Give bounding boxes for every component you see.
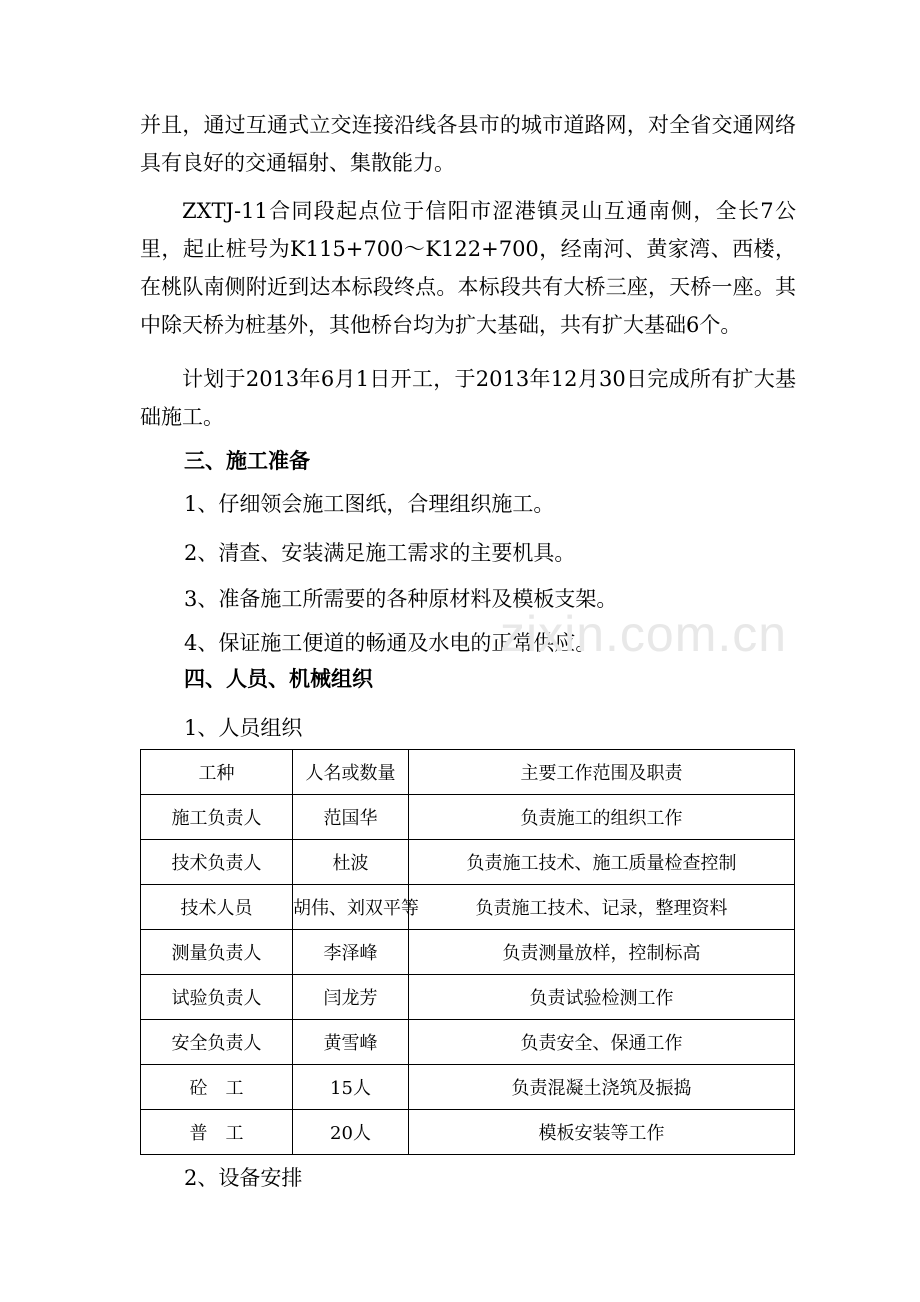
header-cell-duty: 主要工作范围及职责	[409, 750, 795, 795]
table-cell: 15人	[293, 1065, 409, 1110]
table-row	[141, 885, 795, 930]
paragraph-road-network: 并且，通过互通式立交连接沿线各县市的城市道路网，对全省交通网络具有良好的交通辐射、集散能力。	[140, 113, 796, 175]
table-header-row	[141, 750, 795, 795]
prep-item-4: 4、保证施工便道的畅通及水电的正常供应。	[184, 631, 597, 655]
table-cell: 负责施工的组织工作	[409, 795, 795, 840]
table-cell: 试验负责人	[141, 975, 293, 1020]
header-cell-trade: 工种	[141, 750, 293, 795]
table-row	[141, 1065, 795, 1110]
table-cell: 李泽峰	[293, 930, 409, 975]
table-row	[141, 1110, 795, 1155]
table-cell: 负责施工技术、施工质量检查控制	[409, 840, 795, 885]
header-cell-name: 人名或数量	[293, 750, 409, 795]
table-cell: 负责混凝土浇筑及振捣	[409, 1065, 795, 1110]
table-cell: 负责试验检测工作	[409, 975, 795, 1020]
table-cell: 范国华	[293, 795, 409, 840]
table-cell: 普 工	[141, 1110, 293, 1155]
table-cell: 砼 工	[141, 1065, 293, 1110]
watermark: zixin.com.cn	[500, 606, 788, 662]
table-cell: 施工负责人	[141, 795, 293, 840]
table-cell: 杜波	[293, 840, 409, 885]
table-cell: 负责施工技术、记录，整理资料	[409, 885, 795, 930]
table-cell: 负责安全、保通工作	[409, 1020, 795, 1065]
section-heading-staff-machinery: 四、人员、机械组织	[184, 666, 373, 691]
prep-item-1: 1、仔细领会施工图纸，合理组织施工。	[184, 492, 555, 516]
table-cell: 技术负责人	[141, 840, 293, 885]
prep-item-3: 3、准备施工所需要的各种原材料及模板支架。	[184, 587, 618, 611]
table-row	[141, 795, 795, 840]
staff-table	[140, 749, 795, 1155]
table-cell: 黄雪峰	[293, 1020, 409, 1065]
table-row	[141, 840, 795, 885]
table-cell: 模板安装等工作	[409, 1110, 795, 1155]
table-cell: 闫龙芳	[293, 975, 409, 1020]
table-cell: 测量负责人	[141, 930, 293, 975]
paragraph-contract-section: ZXTJ-11合同段起点位于信阳市涩港镇灵山互通南侧，全长7公里，起止桩号为K115+700～K122+700，经南河、黄家湾、西楼，在桃队南侧附近到达本标段终点。本标段共有大桥三座，天桥一座。其中除天桥为桩基外，其他桥台均为扩大基础，共有扩大基础6个。	[140, 199, 796, 337]
subheading-equipment: 2、设备安排	[184, 1166, 303, 1190]
table-row	[141, 975, 795, 1020]
table-row	[141, 1020, 795, 1065]
section-heading-preparation: 三、施工准备	[184, 448, 310, 473]
table-cell: 技术人员	[141, 885, 293, 930]
subheading-staff: 1、人员组织	[184, 716, 303, 740]
table-cell: 负责测量放样，控制标高	[409, 930, 795, 975]
table-cell: 胡伟、刘双平等	[293, 885, 409, 930]
paragraph-schedule: 计划于2013年6月1日开工，于2013年12月30日完成所有扩大基础施工。	[140, 367, 796, 429]
prep-item-2: 2、清查、安装满足施工需求的主要机具。	[184, 541, 576, 565]
table-cell: 20人	[293, 1110, 409, 1155]
table-row	[141, 930, 795, 975]
table-cell: 安全负责人	[141, 1020, 293, 1065]
